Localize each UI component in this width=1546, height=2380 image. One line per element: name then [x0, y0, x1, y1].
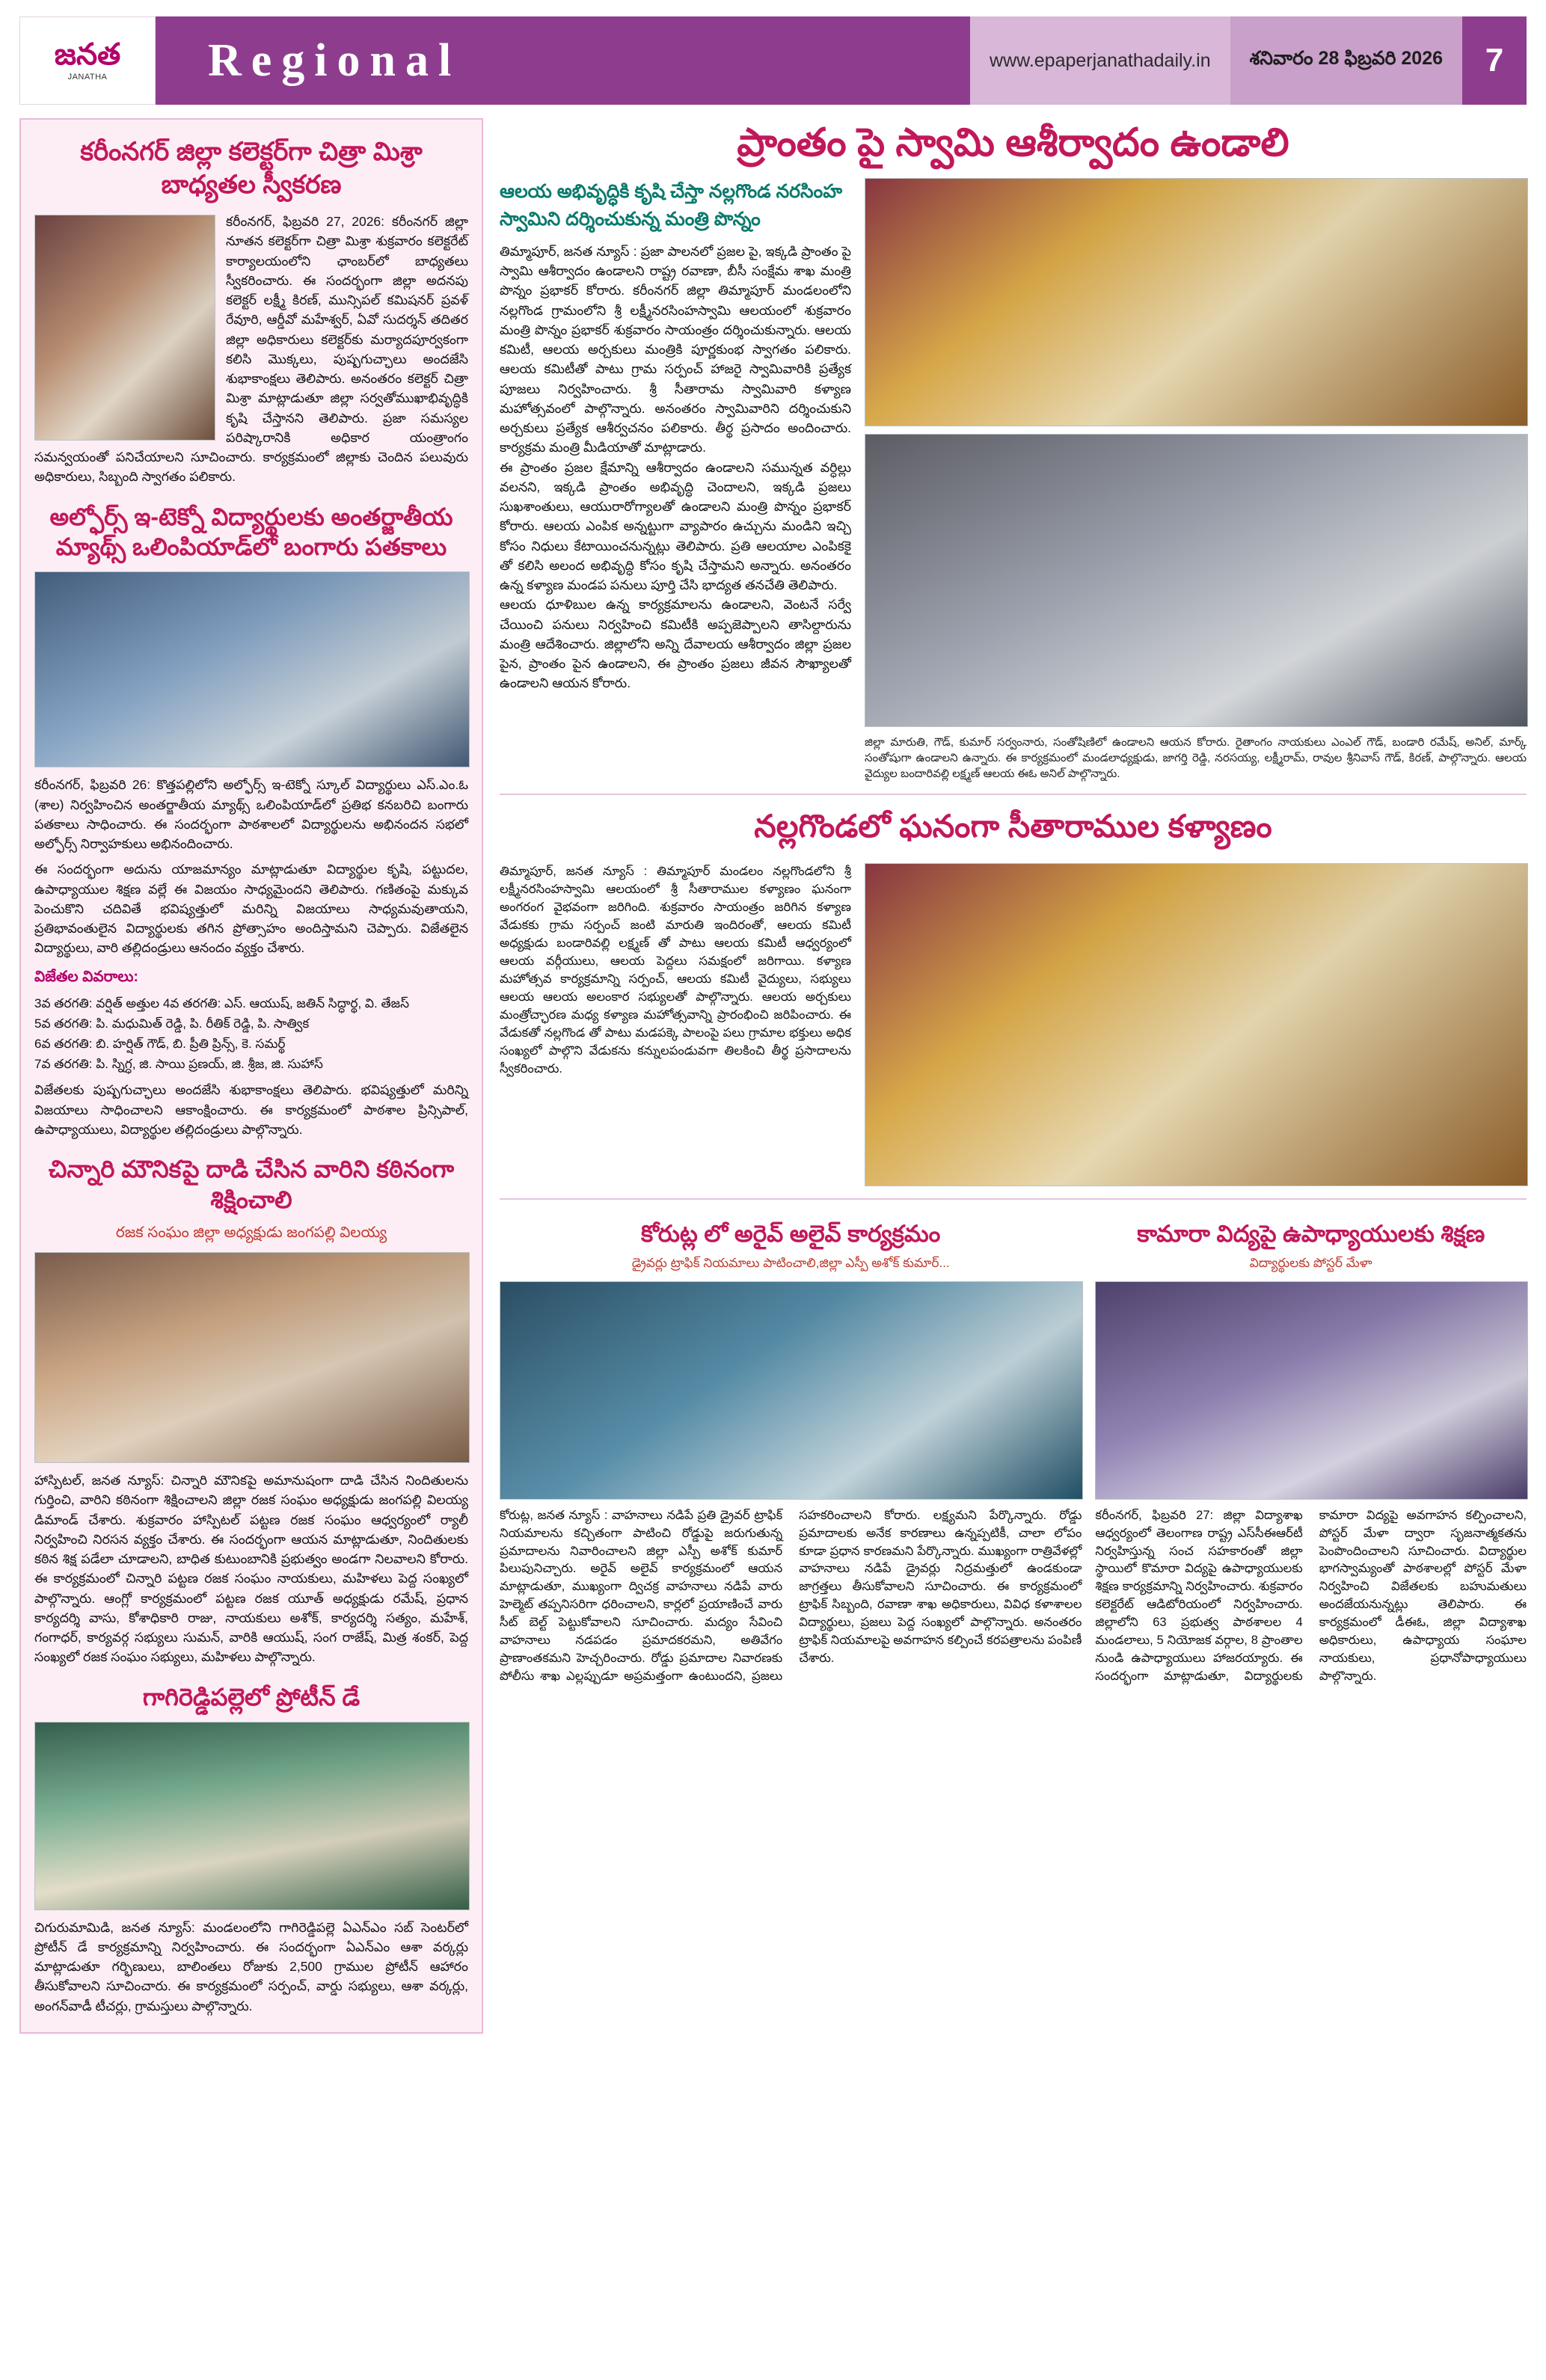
kalyanam-photo [865, 863, 1528, 1186]
temple-group-photo [865, 434, 1528, 727]
collector-signing-photo [34, 215, 215, 441]
article-teachers-training [1095, 1212, 1527, 1686]
main-photo-caption: జిల్లా మారుతి, గౌడ్, కుమార్ సర్వంనారు, సంతోషిణిలో ఉండాలని ఆయన కోరారు. రైతాంగం నాయకులు ఎంఎల్ గౌడ్, బండారి రమేష్, అనిల్, మార్క్ సంతోషుగా ఉండాలని ఉన్నారు. ఈ కార్యక్రమంలో మండలాధ్యక్షుడు, జాగర్తి రెడ్డి, నరసయ్య, లక్ష్మీరామ్, రావుల శ్రీనివాస్ గౌడ్, కిరణ్, పాల్గొన్నారు. ఆలయ వైద్యుల బందారివల్లి లక్ష్మణ్ ఆలయ ఈఓ అనిల్ పాల్గొన్నారు. [865, 736, 1527, 781]
masthead-right [970, 16, 1527, 105]
article-main-temple [500, 120, 1527, 782]
main-lead: ఆలయ అభివృద్ధికి కృషి చేస్తా నల్లగొండ నరసింహ స్వామిని దర్శించుకున్న మంత్రి పొన్నం [500, 181, 843, 230]
article-olympiad [34, 502, 468, 1140]
masthead-band [156, 16, 970, 105]
students-certificates-photo [34, 571, 470, 767]
article-body: హాస్పిటల్, జనత న్యూస్: చిన్నారి మౌనికపై అమానుషంగా దాడి చేసిన నిందితులను గుర్తించి, వారిని కఠినంగా శిక్షించాలని జిల్లా రజక సంఘం అధ్యక్షుడు జంగపల్లి విలయ్య డిమాండ్ చేశారు. శుక్రవారం హాస్పిటల్ పట్టణ రజక సంఘం ఆధ్వర్యంలో ర్యాలీ నిర్వహించి నిరసన వ్యక్తం చేశారు. ఈ సందర్భంగా ఆయన మాట్లాడుతూ, నిందితులకు కఠిన శిక్ష పడేలా చూడాలని, బాధిత కుటుంబానికి ప్రభుత్వం అండగా నిలవాలని కోరారు. ఈ కార్యక్రమంలో చిన్నారి పట్టణ రజక సంఘం నాయకులు, మహిళలు పెద్ద సంఖ్యలో పాల్గొన్నారు. ఆంగ్లో కార్యక్రమంలో పట్టణ రజక యూత్ అధ్యక్షుడు రమేష్, ప్రధాన కార్యదర్శి వాసు, కోశాధికారి రాజు, నాయకులు అశోక్, కార్యదర్శి సత్యం, మహేశ్, గంగాధర్, కార్యవర్గ సభ్యులు సుమన్, వారికి ఆయుష్, సంగ రాజేష్, మిత్ర శంకర్, పెద్ద సంఖ్యలో రజక సంఘం సభ్యులు, మహిళలు పాల్గొన్నారు. [34, 1473, 468, 1665]
winners-line-4: 7వ తరగతి: పి. స్నిగ్ధ, జి. సాయి ప్రణయ్, జి. శ్రీజ, జి. సుహాస్ [34, 1057, 323, 1072]
article-kalyanam [500, 809, 1527, 1186]
bottom-stories [500, 1212, 1527, 1686]
article-body: కరీంనగర్, ఫిబ్రవరి 27, 2026: కరీంనగర్ జిల్లా నూతన కలెక్టర్‌గా చిత్రా మిశ్రా శుక్రవారం కలెక్టరేట్ కార్యాలయంలోని ఛాంబర్‌లో బాధ్యతలు స్వీకరించారు. ఈ సందర్భంగా జిల్లా అదనపు కలెక్టర్ లక్ష్మీ కిరణ్, మున్సిపల్ కమిషనర్ ప్రవళ్ రేవూరి, ఆర్డీవో మహేశ్వర్, ఏవో సుదర్శన్ తదితర జిల్లా అధికారులు కలెక్టర్‌కు మర్యాదపూర్వకంగా కలిసి మొక్కలు, పుష్పగుచ్ఛాలు అందజేసి శుభాకాంక్షలు తెలిపారు. అనంతరం కలెక్టర్ చిత్రా మిశ్రా మాట్లాడుతూ జిల్లా సర్వతోముఖాభివృద్ధికి కృషి చేస్తానని తెలిపారు. ప్రజా సమస్యల పరిష్కారానికి అధికార యంత్రాంగం సమన్వయంతో పనిచేయాలని సూచించారు. కార్యక్రమంలో జిల్లాకు చెందిన పలువురు అధికారులు, సిబ్బంది స్వాగతం పలికారు. [34, 214, 468, 485]
article-headline: కోరుట్ల లో అరైవ్ అలైవ్ కార్యక్రమం [641, 1221, 941, 1248]
logo-telugu-text: జనత [54, 37, 121, 71]
publication-logo [19, 16, 156, 105]
article-subhead: విద్యార్థులకు పోస్టర్ మేళా [1249, 1255, 1372, 1270]
article-protein-day [34, 1682, 468, 2016]
article-body: చిగురుమామిడి, జనత న్యూస్: మండలంలోని గాగిరెడ్డిపల్లె ఏఎన్ఎం సబ్ సెంటర్‌లో ప్రోటీన్ డే కార్యక్రమాన్ని నిర్వహించారు. ఈ సందర్భంగా ఏఎన్ఎం ఆశా వర్కర్లు మాట్లాడుతూ గర్భిణులు, బాలింతలు రోజుకు 2,500 గ్రాముల ప్రోటీన్ ఆహారం తీసుకోవాలని సూచించారు. ఈ కార్యక్రమంలో సర్పంచ్, వార్డు సభ్యులు, ఆశా వర్కర్లు, అంగన్‌వాడీ టీచర్లు, గ్రామస్తులు పాల్గొన్నారు. [34, 1919, 468, 2014]
protest-rally-photo [34, 1252, 470, 1463]
article-collector [34, 136, 468, 487]
logo-subtext: JANATHA [67, 73, 108, 82]
article-body: కరీంనగర్, ఫిబ్రవరి 27: జిల్లా విద్యాశాఖ ఆధ్వర్యంలో తెలంగాణ రాష్ట్ర ఎస్‌సీఈఆర్‌టీ నిర్వహిస్తున్న సంచ సహకారంతో జిల్లా స్థాయిలో కొమారా విద్యపై ఉపాధ్యాయులకు శిక్షణ కార్యక్రమాన్ని నిర్వహించారు. శుక్రవారం కలెక్టరేట్ ఆడిటోరియంలో నిర్వహించారు. జిల్లాలోని 63 ప్రభుత్వ పాఠశాలల 4 మండలాలు, 5 నియోజక వర్గాల, 8 ప్రాంతాల నుండి ఉపాధ్యాయులు హాజరయ్యారు. ఈ సందర్భంగా మాట్లాడుతూ, విద్యార్థులకు కామారా విద్యపై అవగాహన కల్పించాలని, పోస్టర్ మేళా ద్వారా సృజనాత్మకతను పెంపొందించాలని సూచించారు. విద్యార్థుల భాగస్వామ్యంతో పాఠశాలల్లో పోస్టర్ మేళా నిర్వహించి విజేతలకు బహుమతులు అందజేయనున్నట్లు తెలిపారు. ఈ కార్యక్రమంలో డీఈఓ, జిల్లా విద్యాశాఖ అధికారులు, ఉపాధ్యాయ సంఘాల నాయకులు, ప్రధానోపాధ్యాయులు పాల్గొన్నారు. [1095, 1508, 1527, 1683]
main-body-2: ఈ ప్రాంతం ప్రజల క్షేమాన్ని ఆశీర్వాదం ఉండాలని సమున్నత వర్ధిల్లు వలనని, ఇక్కడి ప్రాంతం అభివృద్ధి చెందాలని, ఇక్కడి ప్రజలు సుఖశాంతులు, ఆయురారోగ్యాలతో ఉండాలని మంత్రి పొన్నం ప్రభాకర్ కోరారు. ఆలయ ఎంపిక అన్నట్టుగా వ్యాపారం ఉచ్చును మండిని ఇచ్చి కోసం నిధులు కేటాయించనున్నట్లు తెలిపారు. ప్రతి ఆలయాల ఎంపికకై తో కలిసి అలంద అభివృద్ధి కోసం కృషి చేస్తామని అన్నారు. అనంతరం ఉన్న కళ్యాణ మండప పనులు పూర్తి చేసి భాద్యత తనచేతి తెలిపారు. [500, 459, 851, 593]
protein-day-photo [34, 1722, 470, 1910]
article-body: కోరుట్ల, జనత న్యూస్ : వాహనాలు నడిపే ప్రతి డ్రైవర్ ట్రాఫిక్ నియమాలను కచ్చితంగా పాటించి రోడ్డుపై జరుగుతున్న ప్రమాదాలను నివారించాలని జిల్లా ఎస్పీ అశోక్ కుమార్ పిలుపునిచ్చారు. అరైవ్ అలైవ్ కార్యక్రమంలో ఆయన మాట్లాడుతూ, ముఖ్యంగా ద్విచక్ర వాహనాలు నడిపే వారు హెల్మెట్ తప్పనిసరిగా ధరించాలని, కార్లలో ప్రయాణించే వారు సీట్ బెల్ట్ పెట్టుకోవాలని సూచించారు. మద్యం సేవించి వాహనాలు నడపడం ప్రమాదకరమని, అతివేగం ప్రాణాంతకమని హెచ్చరించారు. రోడ్డు ప్రమాదాల నివారణకు పోలీసు శాఖ ఎల్లప్పుడూ అప్రమత్తంగా ఉంటుందని, ప్రజలు సహకరించాలని కోరారు. లక్ష్యమని పేర్కొన్నారు. రోడ్డు ప్రమాదాలకు అనేక కారణాలు ఉన్నప్పటికీ, చాలా లోపం కూడా ప్రధాన కారణమని పేర్కొన్నారు. ముఖ్యంగా రాత్రివేళల్లో వాహనాలు నడిపే డ్రైవర్లు నిద్రమత్తులో ఉండకుండా జాగ్రత్తలు తీసుకోవాలని సూచించారు. ఈ కార్యక్రమంలో ట్రాఫిక్ సిబ్బంది, రవాణా శాఖ అధికారులు, వివిధ కళాశాలల విద్యార్థులు, ప్రజలు పెద్ద సంఖ్యలో పాల్గొన్నారు. అనంతరం ట్రాఫిక్ నియమాలపై అవగాహన కల్పించే కరపత్రాలను పంపిణీ చేశారు. [500, 1508, 1082, 1683]
page-content [19, 118, 1527, 2034]
winners-line-2: 5వ తరగతి: పి. మధుమిత్ రెడ్డి, పి. రీతిక్ రెడ్డి, పి. సాత్విక [34, 1016, 310, 1031]
article-arrive-alive [500, 1212, 1082, 1686]
winners-line-3: 6వ తరగతి: బి. హర్షిత్ గౌడ్, బి. ప్రీతి ప్రిన్స్, కె. సమర్థ్ [34, 1037, 286, 1052]
right-column [483, 118, 1527, 2034]
teachers-training-photo [1095, 1281, 1528, 1500]
page-number: 7 [1462, 16, 1527, 105]
article-protest [34, 1154, 468, 1666]
masthead [19, 16, 1527, 105]
main-body-3: ఆలయ ధూళిబుల ఉన్న కార్యక్రమాలను ఉండాలని, వెంటనే సర్వే చేయించి పనులు నిర్వహించి కమిటీకి అప్పజెప్పాలని తాసిల్దారును మంత్రి ఆదేశించారు. జిల్లాలోని అన్ని దేవాలయ ఆశీర్వాదం జిల్లా ప్రజల పైన, ప్రాంతం పైన ఉండాలని, ఈ ప్రాంతం ప్రజలు జీవన సౌఖ్యాలతో ఉండాలని ఆయన కోరారు. [500, 597, 851, 691]
arrive-alive-event-photo [500, 1281, 1083, 1500]
website-url[interactable]: www.epaperjanathadaily.in [970, 16, 1230, 105]
temple-puja-photo [865, 178, 1528, 426]
article-headline: గాగిరెడ్డిపల్లెలో ప్రోటీన్ డే [142, 1683, 361, 1711]
newspaper-page [0, 16, 1546, 2380]
winners-heading: విజేతల వివరాలు: [34, 968, 139, 985]
left-column [19, 118, 483, 2034]
article-body: తిమ్మాపూర్, జనత న్యూస్ : తిమ్మాపూర్ మండలం నల్లగొండలోని శ్రీ లక్ష్మీనరసింహస్వామి ఆలయంలో శ్రీ సీతారాముల కళ్యాణం ఘనంగా అంగరంగ వైభవంగా జరిగింది. శుక్రవారం సాయంత్రం జరిగిన కళ్యాణ వేడుకకు గ్రామ సర్పంచ్ జంటి మారుతి ఇందిరంతో, ఆలయ కమిటీ అధ్యక్షుడు బండారివల్లి లక్ష్మణ్ తో పాటు ఆలయ కమిటీ ఆధ్వర్యంలో ఆలయ వర్గీయులు, ఆలయ పెద్దలు సమక్షంలో జరిగాయి. కళ్యాణ మహోత్సవ కార్యక్రమాన్ని సర్పంచ్, ఆలయ కమిటీ వైద్యులు, సభ్యులు ఆలయ ఆలయ అలంకార సభ్యులతో పాల్గొన్నారు. ఆలయ అర్చకులు మంత్రోచ్ఛారణ మధ్య కళ్యాణ మహోత్సవాన్ని ప్రారంభించి జరిపించారు. ఈ వేడుకతో నల్లగొండ తో పాటు మడపక్కె పాలంపై పలు గ్రామాల భక్తులు అధిక సంఖ్యలో పాల్గొని వేడుకను కన్నులపండువగా తిలకించి తీర్థ ప్రసాదాలను స్వీకరించారు. [500, 865, 851, 1076]
divider [500, 1198, 1527, 1200]
article-headline: నల్లగొండలో ఘనంగా సీతారాముల కళ్యాణం [754, 809, 1272, 844]
article-headline: చిన్నారి మౌనికపై దాడి చేసిన వారిని కఠినంగా శిక్షించాలి [48, 1156, 455, 1214]
main-headline: ప్రాంతం పై స్వామి ఆశీర్వాదం ఉండాలి [737, 121, 1289, 165]
article-body-1: కరీంనగర్, ఫిబ్రవరి 26: కొత్తపల్లిలోని అల్ఫోర్స్ ఇ-టెక్నో స్కూల్ విద్యార్థులు ఎస్.ఎం.ఓ (శాల) నిర్వహించిన అంతర్జాతీయ మ్యాథ్స్ ఒలింపియాడ్‌లో ప్రతిభ కనబరిచి బంగారు పతకాలు సాధించారు. ఈ సందర్భంగా పాఠశాలలో విద్యార్థులను అభినందన సభలో అల్ఫోర్స్ నిర్వాహకులు అభినందించారు. [34, 777, 468, 852]
article-headline: అల్ఫోర్స్ ఇ-టెక్నో విద్యార్థులకు అంతర్జాతీయ మ్యాథ్స్ ఒలింపియాడ్‌లో బంగారు పతకాలు [49, 503, 453, 561]
article-headline: కరీంనగర్ జిల్లా కలెక్టర్‌గా చిత్రా మిశ్రా బాధ్యతల స్వీకరణ [80, 138, 423, 199]
main-body-1: తిమ్మాపూర్, జనత న్యూస్ : ప్రజా పాలనలో ప్రజల పై, ఇక్కడి ప్రాంతం పై స్వామి ఆశీర్వాదం ఉండాలని రాష్ట్ర రవాణా, బీసీ సంక్షేమ శాఖ మంత్రి పొన్నం ప్రభాకర్ కోరారు. కరీంనగర్ జిల్లా తిమ్మాపూర్ మండలంలోని నల్లగొండ గ్రామంలోని శ్రీ లక్ష్మీనరసింహస్వామి ఆలయంలో శుక్రవారం మంత్రి పొన్నం ప్రభాకర్ శుక్రవారం సాయంత్రం దర్శించుకున్నారు. ఆలయ కమిటీ, ఆలయ అర్చకులు మంత్రికి పూర్ణకుంభ స్వాగతం పలికారు. ఆలయ కమిటీతో పాటు గ్రామ సర్పంచ్ హాజరై స్వామివారికి ప్రత్యేక పూజలు నిర్వహించారు. శ్రీ సీతారామ స్వామివారి కళ్యాణ మహోత్సవంలో పాల్గొన్నారు. అనంతరం స్వామివారిని దర్శించుకుని అర్చకులు ప్రత్యేక ఆశీర్వచనం పలికారు. తీర్థ ప్రసాదం అందించారు. కార్యక్రమ మంత్రి మీడియాతో మాట్లాడారు. [500, 243, 851, 456]
article-headline: కామారా విద్యపై ఉపాధ్యాయులకు శిక్షణ [1137, 1221, 1485, 1248]
article-body-2: ఈ సందర్భంగా అదును యాజమాన్యం మాట్లాడుతూ విద్యార్థుల కృషి, పట్టుదల, ఉపాధ్యాయుల శిక్షణ వల్లే ఈ విజయం సాధ్యమైందని తెలిపారు. గణితంపై మక్కువ పెంచుకొని చదివితే భవిష్యత్తులో మరిన్ని విజయాలు సాధ్యమవుతాయని, ప్రతిభావంతులైన విద్యార్థులకు తగిన ప్రోత్సాహం అందిస్తామని చెప్పారు. విజేతలైన విద్యార్థులు, వారి తల్లిదండ్రులు ఆనందం వ్యక్తం చేశారు. [34, 862, 468, 956]
winners-note: విజేతలకు పుష్పగుచ్ఛాలు అందజేసి శుభాకాంక్షలు తెలిపారు. భవిష్యత్తులో మరిన్ని విజయాలు సాధించాలని ఆకాంక్షించారు. ఈ కార్యక్రమంలో పాఠశాల ప్రిన్సిపాల్, ఉపాధ్యాయులు, విద్యార్థుల తల్లిదండ్రులు పాల్గొన్నారు. [34, 1082, 468, 1137]
article-subhead: డ్రైవర్లు ట్రాఫిక్ నియమాలు పాటించాలి,జిల్లా ఎస్పీ అశోక్ కుమార్... [631, 1255, 950, 1270]
divider [500, 794, 1527, 795]
winners-line-1: 3వ తరగతి: వర్షిత్ అత్తుల 4వ తరగతి: ఎస్. ఆయుష్, జతిన్ సిద్ధార్థ, వి. తేజస్ [34, 996, 410, 1010]
article-subhead: రజక సంఘం జిల్లా అధ్యక్షుడు జంగపల్లి విలయ్య [115, 1224, 387, 1242]
section-title: Regional [208, 34, 461, 86]
publication-date: శనివారం 28 ఫిబ్రవరి 2026 [1230, 16, 1462, 105]
